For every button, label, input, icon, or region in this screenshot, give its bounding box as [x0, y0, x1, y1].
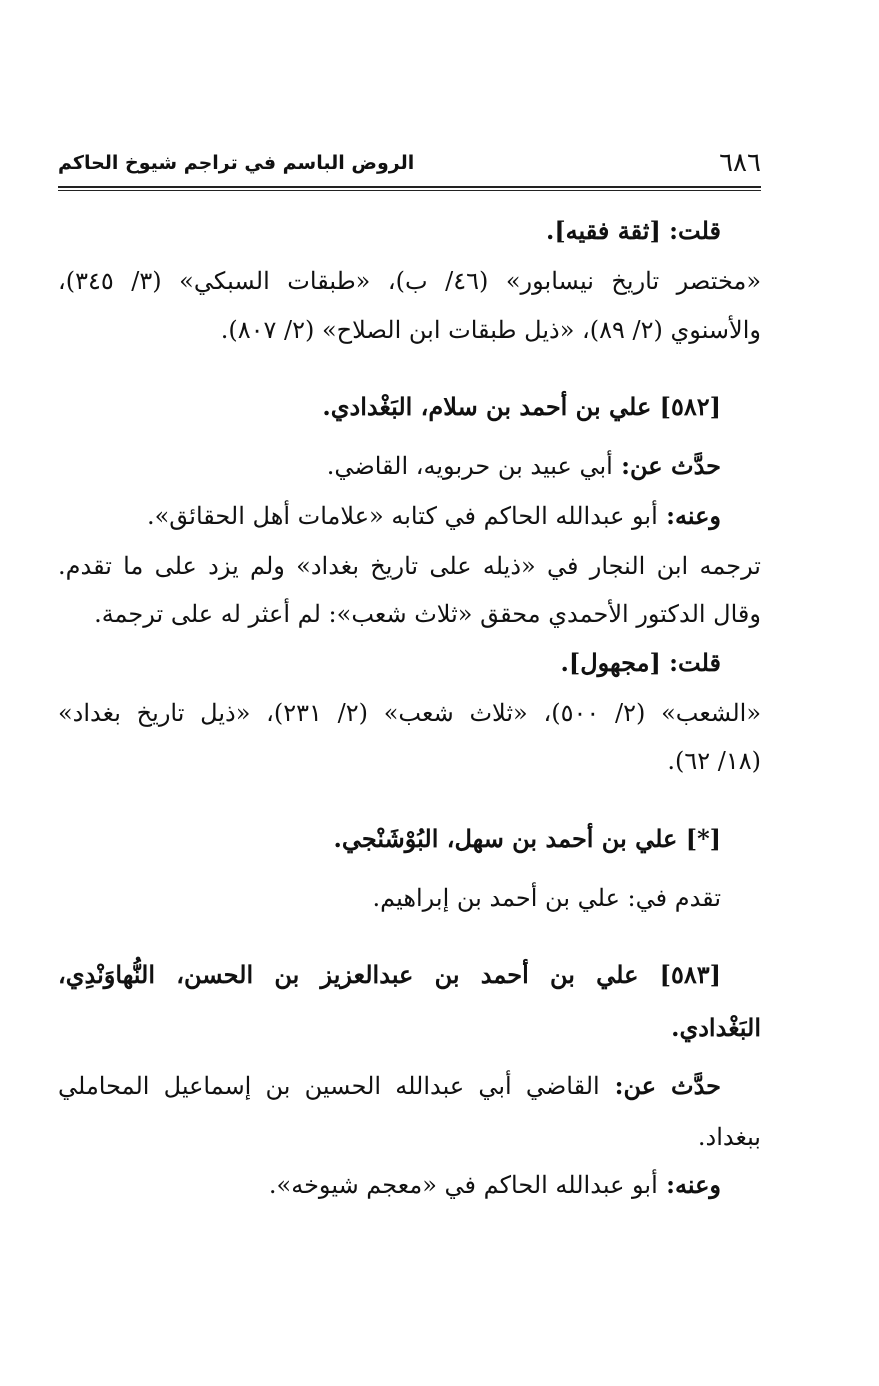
header-rule — [58, 186, 761, 188]
text-line — [58, 264, 761, 298]
text-segment: أبو عبدالله الحاكم في كتابه «علامات أهل الحقائق». — [146, 502, 658, 530]
text-line — [58, 597, 761, 631]
entry-heading — [58, 822, 721, 856]
text-line — [58, 881, 721, 915]
text-line — [58, 313, 761, 347]
bold-text-segment: قلت: [ثقة فقيه]. — [545, 216, 721, 245]
bold-text-segment: البَغْدادي. — [671, 1013, 761, 1042]
text-line — [58, 499, 721, 533]
text-segment: «الشعب» (٢/ ٥٠٠)، «ثلاث شعب» (٢/ ٢٣١)، «ذيل تاريخ بغداد» — [58, 699, 761, 727]
text-segment: ببغداد. — [697, 1123, 761, 1151]
text-segment: (١٨/ ٦٢). — [667, 747, 761, 775]
entry-heading — [58, 1011, 761, 1045]
text-line — [58, 1069, 721, 1103]
bold-text-segment: [*] علي بن أحمد بن سهل، البُوْشَنْجي. — [333, 824, 721, 853]
entry-heading — [58, 958, 721, 992]
bold-text-segment: [٥٨٣] علي بن أحمد بن عبدالعزيز بن الحسن، النُّهاوَنْدِي، — [58, 960, 721, 989]
text-segment: «مختصر تاريخ نيسابور» (٤٦/ ب)، «طبقات السبكي» (٣/ ٣٤٥)، — [58, 267, 762, 295]
text-segment: ترجمه ابن النجار في «ذيله على تاريخ بغداد» ولم يزد على ما تقدم. — [58, 552, 761, 580]
book-title: الروض الباسم في تراجم شيوخ الحاكم — [58, 152, 415, 174]
text-segment: وقال الدكتور الأحمدي محقق «ثلاث شعب»: لم أعثر له على ترجمة. — [94, 600, 761, 628]
bold-text-segment: حدَّث عن: — [599, 1071, 722, 1100]
text-line — [58, 549, 761, 583]
page-number: ٦٨٦ — [719, 148, 761, 178]
text-line — [58, 744, 761, 778]
text-line — [58, 214, 721, 248]
text-segment: والأسنوي (٢/ ٨٩)، «ذيل طبقات ابن الصلاح» (٢/ ٨٠٧). — [220, 316, 761, 344]
entry-heading — [58, 390, 721, 424]
bold-text-segment: قلت: [مجهول]. — [560, 648, 721, 677]
text-line — [58, 1168, 721, 1202]
text-line — [58, 449, 721, 483]
text-segment: تقدم في: علي بن أحمد بن إبراهيم. — [372, 884, 721, 912]
page-header — [58, 142, 761, 184]
text-line — [58, 646, 721, 680]
header-rule-thin — [58, 190, 761, 191]
text-line — [58, 696, 761, 730]
bold-text-segment: [٥٨٢] علي بن أحمد بن سلام، البَغْدادي. — [322, 392, 721, 421]
bold-text-segment: حدَّث عن: — [612, 451, 721, 480]
bold-text-segment: وعنه: — [657, 501, 721, 530]
text-segment: القاضي أبي عبدالله الحسين بن إسماعيل المحاملي — [58, 1072, 600, 1100]
bold-text-segment: وعنه: — [657, 1170, 721, 1199]
text-line — [58, 1120, 761, 1154]
text-segment: أبو عبدالله الحاكم في «معجم شيوخه». — [268, 1171, 658, 1199]
text-segment: أبي عبيد بن حربويه، القاضي. — [326, 452, 613, 480]
